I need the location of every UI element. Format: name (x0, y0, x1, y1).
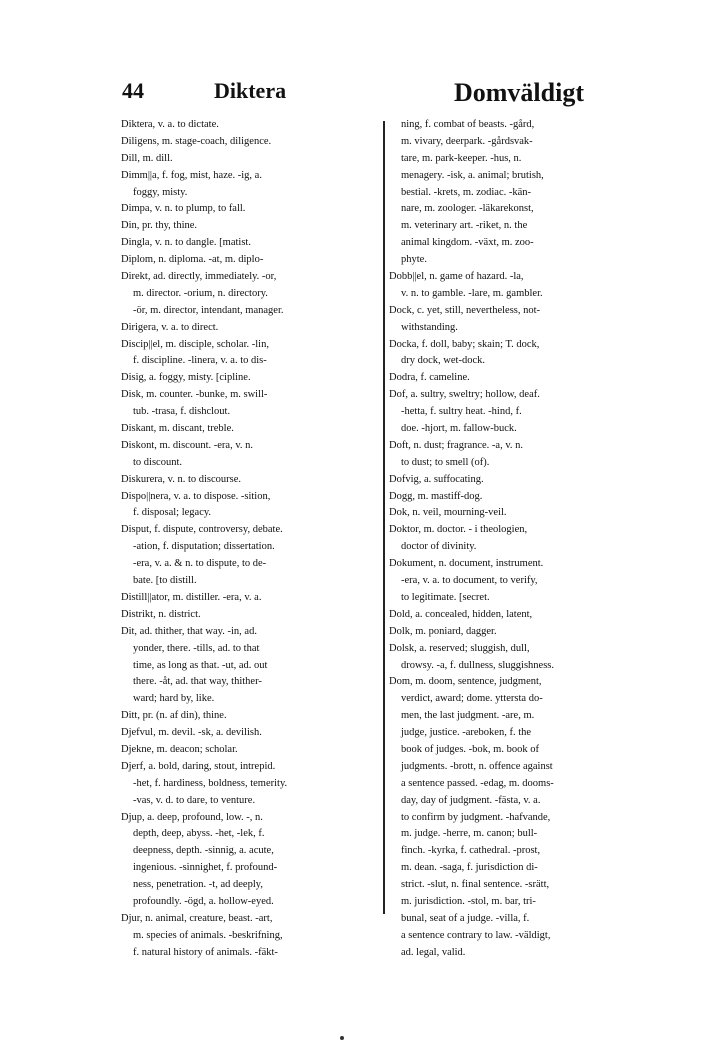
entry-line: tare, m. park-keeper. -hus, n. (401, 152, 522, 164)
entry-line: m. vivary, deerpark. -gårdsvak- (401, 135, 533, 147)
entry-line: Disk, m. counter. -bunke, m. swill- (121, 389, 268, 401)
left-column (121, 117, 381, 962)
entry-line: Dolsk, a. reserved; sluggish, dull, (389, 642, 530, 654)
entry-line: bate. [to distill. (133, 575, 197, 587)
entry-line: Docka, f. doll, baby; skain; T. dock, (389, 338, 540, 350)
entry-line: Djekne, m. deacon; scholar. (121, 743, 238, 755)
entry-line: verdict, award; dome. yttersta do- (401, 693, 543, 705)
entry-line: Diskant, m. discant, treble. (121, 423, 234, 435)
entry-line: m. veterinary art. -riket, n. the (401, 220, 528, 232)
entry-line: Diligens, m. stage-coach, diligence. (121, 135, 272, 147)
entry-line: Doft, n. dust; fragrance. -a, v. n. (389, 439, 524, 451)
entry-line: phyte. (401, 254, 427, 266)
entry-line: ning, f. combat of beasts. -gård, (401, 119, 535, 130)
right-column (389, 117, 651, 962)
entry-line: Dolk, m. poniard, dagger. (389, 625, 497, 637)
entry-line: bunal, seat of a judge. -villa, f. (401, 912, 530, 924)
entry-line: -era, v. a. to document, to verify, (401, 575, 538, 587)
entry-line: drowsy. -a, f. dullness, sluggishness. (401, 659, 555, 671)
entry-line: doctor of divinity. (401, 541, 477, 553)
entry-line: there. -åt, ad. that way, thither- (133, 676, 262, 688)
page-header (122, 78, 584, 112)
entry-line: strict. -slut, n. final sentence. -srätt, (401, 879, 550, 891)
entry-line: f. disposal; legacy. (133, 507, 212, 519)
entry-line: Ditt, pr. (n. af din), thine. (121, 710, 227, 722)
entry-line: Diskont, m. discount. -era, v. n. (121, 439, 254, 451)
entry-line: ad. legal, valid. (401, 946, 466, 958)
entry-line: m. species of animals. -beskrifning, (133, 929, 283, 941)
entry-line: m. judge. -herre, m. canon; bull- (401, 828, 538, 840)
entry-line: nare, m. zoologer. -läkarekonst, (401, 203, 534, 215)
entry-line: -het, f. hardiness, boldness, temerity. (133, 777, 288, 789)
entry-line: m. director. -orium, n. directory. (133, 287, 268, 299)
entry-line: Dobb||el, n. game of hazard. -la, (389, 271, 524, 283)
entry-line: a sentence contrary to law. -väldigt, (401, 929, 551, 941)
entry-line: a sentence passed. -edag, m. dooms- (401, 777, 554, 789)
entry-line: Dit, ad. thither, that way. -in, ad. (121, 625, 257, 637)
entry-line: ward; hard by, like. (133, 693, 215, 705)
page-mark (340, 1036, 344, 1040)
entry-line: Dold, a. concealed, hidden, latent, (389, 608, 533, 620)
entry-line: judgments. -brott, n. offence against (401, 760, 553, 772)
entry-line: Djur, n. animal, creature, beast. -art, (121, 912, 273, 924)
entry-line: day, day of judgment. -fästa, v. a. (401, 794, 541, 806)
entry-line: Djerf, a. bold, daring, stout, intrepid. (121, 760, 276, 772)
entry-line: deepness, depth. -sinnig, a. acute, (133, 845, 274, 857)
entry-line: Dingla, v. n. to dangle. [matist. (121, 237, 251, 249)
entry-line: Dok, n. veil, mourning-veil. (389, 507, 507, 519)
entry-line: Dirigera, v. a. to direct. (121, 321, 219, 333)
entry-line: book of judges. -bok, m. book of (401, 743, 539, 755)
entry-line: to dust; to smell (of). (401, 456, 490, 468)
entry-line: Dogg, m. mastiff-dog. (389, 490, 483, 502)
entry-line: Dodra, f. cameline. (389, 372, 470, 384)
entry-line: men, the last judgment. -are, m. (401, 710, 535, 722)
entry-line: Dof, a. sultry, sweltry; hollow, deaf. (389, 389, 540, 401)
entry-line: Discip||el, m. disciple, scholar. -lin, (121, 338, 269, 350)
entry-line: ingenious. -sinnighet, f. profound- (133, 862, 278, 874)
entry-line: Diktera, v. a. to dictate. (121, 119, 219, 130)
entry-line: Distill||ator, m. distiller. -era, v. a. (121, 591, 262, 603)
entry-line: Disput, f. dispute, controversy, debate. (121, 524, 283, 536)
entry-line: Dill, m. dill. (121, 152, 173, 164)
entry-line: foggy, misty. (133, 186, 188, 198)
entry-line: Dock, c. yet, still, nevertheless, not- (389, 304, 541, 316)
entry-line: bestial. -krets, m. zodiac. -kän- (401, 186, 532, 198)
entry-line: Diplom, n. diploma. -at, m. diplo- (121, 254, 264, 266)
entry-line: Dimpa, v. n. to plump, to fall. (121, 203, 246, 215)
entry-line: finch. -kyrka, f. cathedral. -prost, (401, 845, 541, 857)
entry-line: to confirm by judgment. -hafvande, (401, 811, 551, 823)
entry-line: f. natural history of animals. -fäkt- (133, 946, 278, 958)
entry-line: Djefvul, m. devil. -sk, a. devilish. (121, 727, 262, 739)
entry-line: Disig, a. foggy, misty. [cipline. (121, 372, 251, 384)
entry-line: judge, justice. -areboken, f. the (401, 727, 532, 739)
entry-line: Djup, a. deep, profound, low. -, n. (121, 811, 263, 823)
page-number: 44 (122, 78, 144, 103)
entry-line: Din, pr. thy, thine. (121, 220, 198, 232)
entry-line: dry dock, wet-dock. (401, 355, 485, 367)
entry-line: -hetta, f. sultry heat. -hind, f. (401, 406, 522, 418)
entry-line: m. jurisdiction. -stol, m. bar, tri- (401, 895, 536, 907)
entry-line: v. n. to gamble. -lare, m. gambler. (401, 287, 543, 299)
guideword-left: Diktera (214, 78, 287, 103)
column-divider (383, 121, 385, 914)
guideword-right: Domväldigt (454, 78, 584, 107)
entry-line: ness, penetration. -t, ad deeply, (133, 879, 263, 891)
entry-line: withstanding. (401, 321, 458, 333)
entry-line: m. dean. -saga, f. jurisdiction di- (401, 862, 538, 874)
entry-line: Dofvig, a. suffocating. (389, 473, 484, 485)
entry-line: Direkt, ad. directly, immediately. -or, (121, 271, 277, 283)
entry-line: Dom, m. doom, sentence, judgment, (389, 676, 542, 688)
entry-line: Distrikt, n. district. (121, 608, 201, 620)
entry-line: depth, deep, abyss. -het, -lek, f. (133, 828, 265, 840)
entry-line: Doktor, m. doctor. - i theologien, (389, 524, 528, 536)
entry-line: to discount. (133, 456, 182, 468)
entry-line: animal kingdom. -växt, m. zoo- (401, 237, 534, 249)
entry-line: tub. -trasa, f. dishclout. (133, 406, 231, 418)
entry-line: menagery. -isk, a. animal; brutish, (401, 169, 544, 181)
entry-line: f. discipline. -linera, v. a. to dis- (133, 355, 267, 367)
entry-line: -ör, m. director, intendant, manager. (133, 304, 284, 316)
entry-line: -era, v. a. & n. to dispute, to de- (133, 558, 267, 570)
entry-line: Dispo||nera, v. a. to dispose. -sition, (121, 490, 271, 502)
entry-line: to legitimate. [secret. (401, 591, 490, 603)
entry-line: Dimm||a, f. fog, mist, haze. -ig, a. (121, 169, 262, 181)
entry-line: -vas, v. d. to dare, to venture. (133, 794, 256, 806)
entry-line: time, as long as that. -ut, ad. out (133, 659, 268, 671)
entry-line: doe. -hjort, m. fallow-buck. (401, 423, 517, 435)
entry-line: Dokument, n. document, instrument. (389, 558, 544, 570)
entry-line: profoundly. -ögd, a. hollow-eyed. (133, 895, 274, 907)
entry-line: yonder, there. -tills, ad. to that (133, 642, 260, 654)
entry-line: Diskurera, v. n. to discourse. (121, 473, 242, 485)
entry-line: -ation, f. disputation; dissertation. (133, 541, 275, 553)
